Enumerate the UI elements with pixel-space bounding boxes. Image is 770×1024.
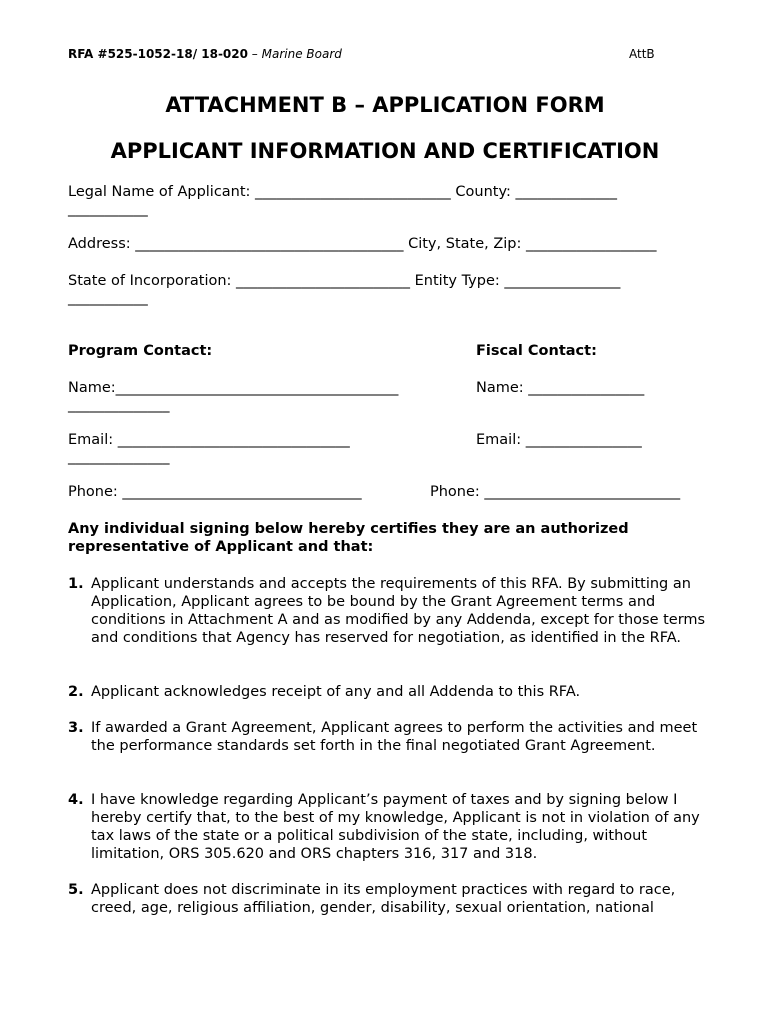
header-rfa: [68, 47, 342, 61]
incorporation-field: State of Incorporation: ________________________ Entity Type: ________________: [68, 273, 621, 289]
certification-item: [68, 719, 708, 755]
program-name-field: Name:_______________________________________: [68, 380, 399, 396]
incorporation-field-cont: ___________: [68, 290, 148, 306]
certification-item: [68, 683, 708, 701]
item-text: Applicant understands and accepts the requirements of this RFA. By submitting an Application, Applicant agrees to be bound by the Grant Agreement terms and conditions in Attachment A and as modified by any Addenda, except for those terms and conditions that Agency has reserved for negotiation, as identified in the RFA.: [91, 576, 706, 646]
item-number: 2.: [68, 684, 84, 700]
item-number: 3.: [68, 720, 84, 736]
header-rfa-number: RFA #525-1052-18/ 18-020: [68, 47, 248, 61]
address-field: Address: _____________________________________ City, State, Zip: __________________: [68, 236, 657, 252]
program-phone-field: Phone: _________________________________: [68, 484, 362, 500]
certification-item: [68, 575, 708, 647]
page-title: ATTACHMENT B – APPLICATION FORM: [165, 93, 605, 117]
page-subtitle: APPLICANT INFORMATION AND CERTIFICATION: [110, 139, 660, 163]
program-email-field: Email: ________________________________: [68, 432, 350, 448]
fiscal-name-field: Name: ________________: [476, 380, 645, 396]
legal-name-field: Legal Name of Applicant: ___________________________ County: ______________: [68, 184, 617, 200]
item-number: 1.: [68, 576, 84, 592]
item-text: If awarded a Grant Agreement, Applicant agrees to perform the activities and meet the performance standards set forth in the final negotiated Grant Agreement.: [91, 720, 698, 754]
certification-item: [68, 791, 708, 863]
item-number: 4.: [68, 792, 84, 808]
item-text: Applicant acknowledges receipt of any and all Addenda to this RFA.: [91, 684, 581, 700]
item-text: Applicant does not discriminate in its employment practices with regard to race, creed, age, religious affiliation, gender, disability, sexual orientation, national: [91, 882, 676, 916]
header-board: – Marine Board: [247, 47, 342, 61]
fiscal-email-field: Email: ________________: [476, 432, 642, 448]
legal-name-field-cont: ___________: [68, 201, 148, 217]
program-contact-heading: Program Contact:: [68, 343, 213, 359]
header-attachment: AttB: [629, 47, 655, 61]
item-text: I have knowledge regarding Applicant’s payment of taxes and by signing below I hereby certify that, to the best of my knowledge, Applicant is not in violation of any tax laws of the state or a political subdivision of the state, including, without limitation, ORS 305.620 and ORS chapters 316, 317 and 318.: [91, 792, 700, 862]
fiscal-phone-field: Phone: ___________________________: [430, 484, 681, 500]
program-name-field-cont: ______________: [68, 397, 170, 413]
item-number: 5.: [68, 882, 84, 898]
fiscal-contact-heading: Fiscal Contact:: [476, 343, 597, 359]
program-email-field-cont: ______________: [68, 449, 170, 465]
certification-intro: Any individual signing below hereby certifies they are an authorized representative of Applicant and that:: [68, 521, 629, 555]
certification-item: [68, 881, 708, 917]
